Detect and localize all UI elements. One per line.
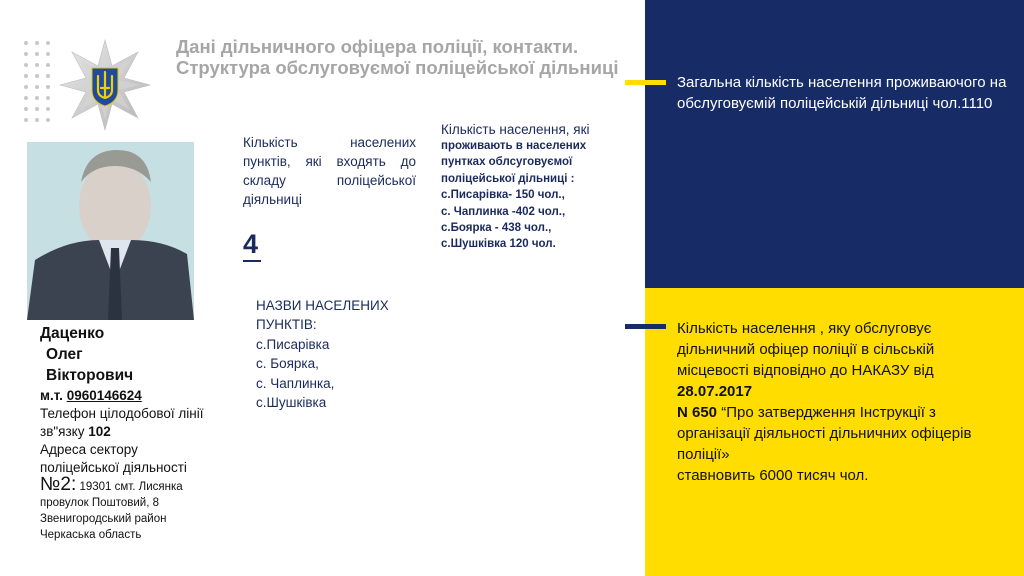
police-star-emblem-icon — [58, 38, 152, 132]
population-item: с.Шушківка 120 чол. — [441, 238, 556, 251]
settlement-name-item: с. Чаплинка, — [256, 375, 335, 391]
mobile-phone-link[interactable]: 0960146624 — [66, 388, 142, 403]
address-line-2: провулок Поштовий, 8 — [40, 497, 159, 509]
mobile-label: м.т. — [40, 388, 63, 403]
hotline-row — [40, 405, 220, 441]
address-line-4: Черкаська область — [40, 529, 142, 541]
order-number: N 650 — [677, 404, 718, 421]
population-item: с.Боярка - 438 чол., — [441, 222, 552, 235]
settlement-names — [256, 296, 436, 412]
order-date: 28.07.2017 — [677, 383, 753, 400]
address-label: Адреса сектору поліцейської діяльності — [40, 442, 187, 475]
settlement-names-heading: НАЗВИ НАСЕЛЕНИХ ПУНКТІВ: — [256, 298, 389, 333]
address-line-1: 19301 смт. Лисянка — [79, 481, 183, 493]
norm-population-text — [677, 318, 1007, 486]
population-item: с. Чаплинка -402 чол., — [441, 205, 566, 218]
order-title: “Про затвердження Інструкції з організації діяльності дільничних офіцерів поліції» — [677, 404, 972, 463]
population-item: с.Писарівка- 150 чол., — [441, 189, 565, 202]
address-line-3: Звенигородський район — [40, 513, 167, 525]
settlement-name-item: с.Писарівка — [256, 336, 330, 352]
officer-patronymic: Вікторович — [46, 367, 134, 384]
officer-photo — [27, 142, 194, 320]
settlements-count-underline — [243, 260, 261, 262]
sector-number: №2: — [40, 474, 77, 495]
settlements-count-value: 4 — [243, 229, 259, 259]
page-title: Дані дільничного офіцера поліції, контакти. Структура обслуговуємої поліцейської дільниці — [176, 36, 619, 78]
total-population-text: Загальна кількість населення проживаючого на обслуговуємій поліцейській дільниці чол.1110 — [677, 74, 1007, 112]
total-population-panel — [645, 0, 1024, 288]
settlements-count-label: Кількість населених пунктів, які входять до складу поліцейської діяльниці — [243, 135, 416, 207]
settlement-name-item: с.Шушківка — [256, 395, 327, 411]
settlement-name-item: с. Боярка, — [256, 356, 319, 372]
officer-info — [40, 323, 220, 543]
officer-surname: Даценко — [40, 325, 105, 342]
address-row — [40, 474, 220, 495]
population-by-settlement — [441, 121, 631, 253]
yellow-accent-bar — [625, 80, 666, 85]
hotline-label: Телефон цілодобової лінії зв"язку — [40, 406, 204, 439]
norm-intro: Кількість населення , яку обслуговує дільничний офіцер поліції в сільській місцевості відповідно до НАКАЗУ від — [677, 320, 935, 379]
officer-name: Олег — [46, 346, 83, 363]
population-heading: Кількість населення, які — [441, 122, 590, 137]
hotline-number: 102 — [88, 424, 111, 439]
population-subheading: проживають в населених пунтках облсуговуємої поліцейської дільниці : — [441, 140, 587, 185]
blue-accent-bar — [625, 324, 666, 329]
decorative-dot-grid — [24, 41, 50, 122]
norm-outro: ставновить 6000 тисяч чол. — [677, 467, 869, 484]
mobile-phone-row — [40, 387, 220, 405]
